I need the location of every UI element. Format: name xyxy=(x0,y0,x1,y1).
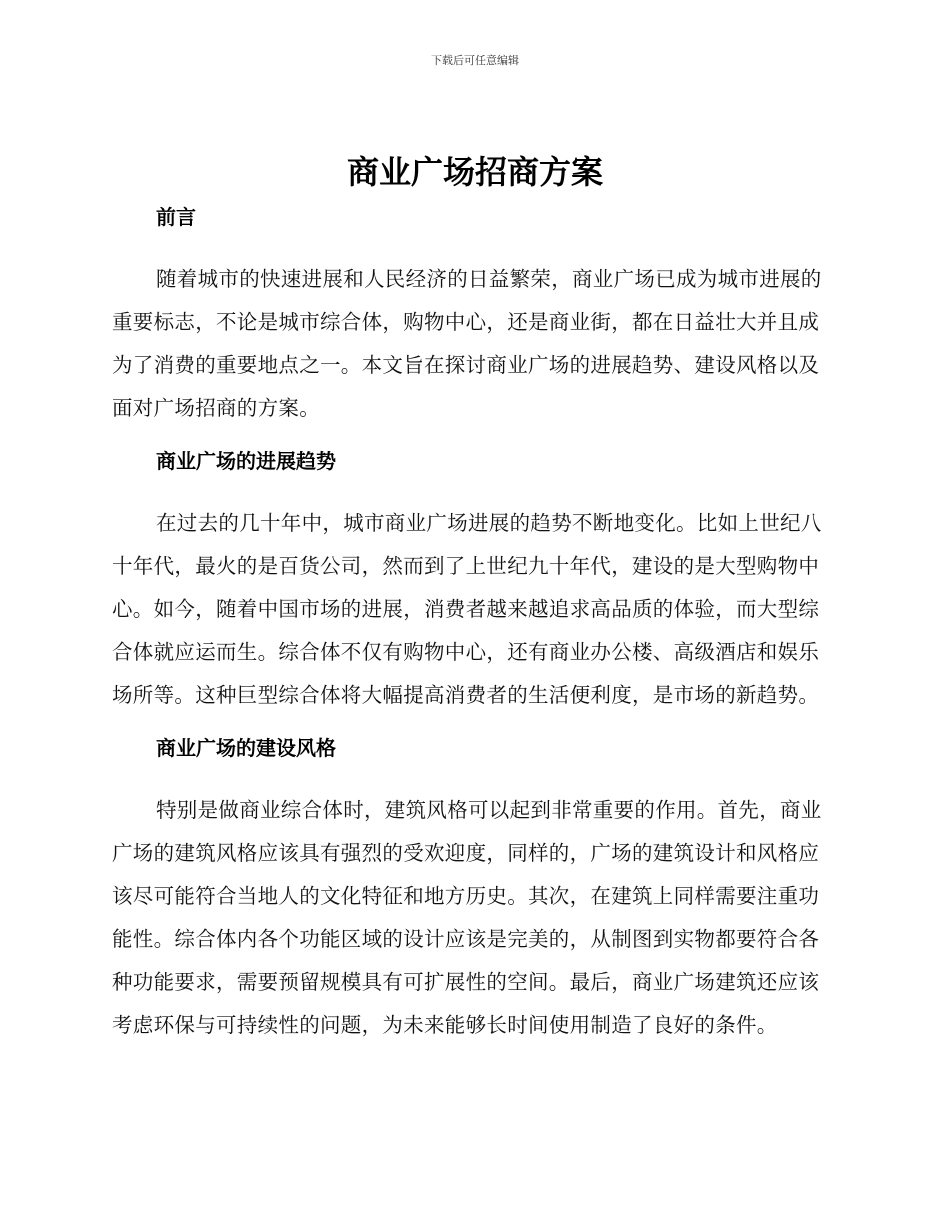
section-architecture-style xyxy=(112,733,832,1047)
section-heading: 商业广场的进展趋势 xyxy=(156,449,336,473)
section-paragraph: 在过去的几十年中，城市商业广场进展的趋势不断地变化。比如上世纪八十年代，最火的是百货公司，然而到了上世纪九十年代，建设的是大型购物中心。如今，随着中国市场的进展，消费者越来越追求高品质的体验，而大型综合体就应运而生。综合体不仅有购物中心，还有商业办公楼、高级酒店和娱乐场所等。这种巨型综合体将大幅提高消费者的生活便利度，是市场的新趋势。 xyxy=(112,511,822,707)
section-development-trend xyxy=(112,446,832,717)
document-body xyxy=(112,202,832,1063)
section-paragraph: 随着城市的快速进展和人民经济的日益繁荣，商业广场已成为城市进展的重要标志，不论是城市综合体，购物中心，还是商业街，都在日益壮大并且成为了消费的重要地点之一。本文旨在探讨商业广场的进展趋势、建设风格以及面对广场招商的方案。 xyxy=(112,267,822,420)
section-heading: 商业广场的建设风格 xyxy=(156,736,336,760)
document-title: 商业广场招商方案 xyxy=(346,153,603,191)
section-preface xyxy=(112,202,832,430)
section-heading: 前言 xyxy=(156,205,196,229)
page-header: 下载后可任意编辑 xyxy=(431,54,519,67)
section-paragraph: 特别是做商业综合体时，建筑风格可以起到非常重要的作用。首先，商业广场的建筑风格应该具有强烈的受欢迎度，同样的，广场的建筑设计和风格应该尽可能符合当地人的文化特征和地方历史。其次，在建筑上同样需要注重功能性。综合体内各个功能区域的设计应该是完美的，从制图到实物都要符合各种功能要求，需要预留规模具有可扩展性的空间。最后，商业广场建筑还应该考虑环保与可持续性的问题，为未来能够长时间使用制造了良好的条件。 xyxy=(112,798,822,1037)
